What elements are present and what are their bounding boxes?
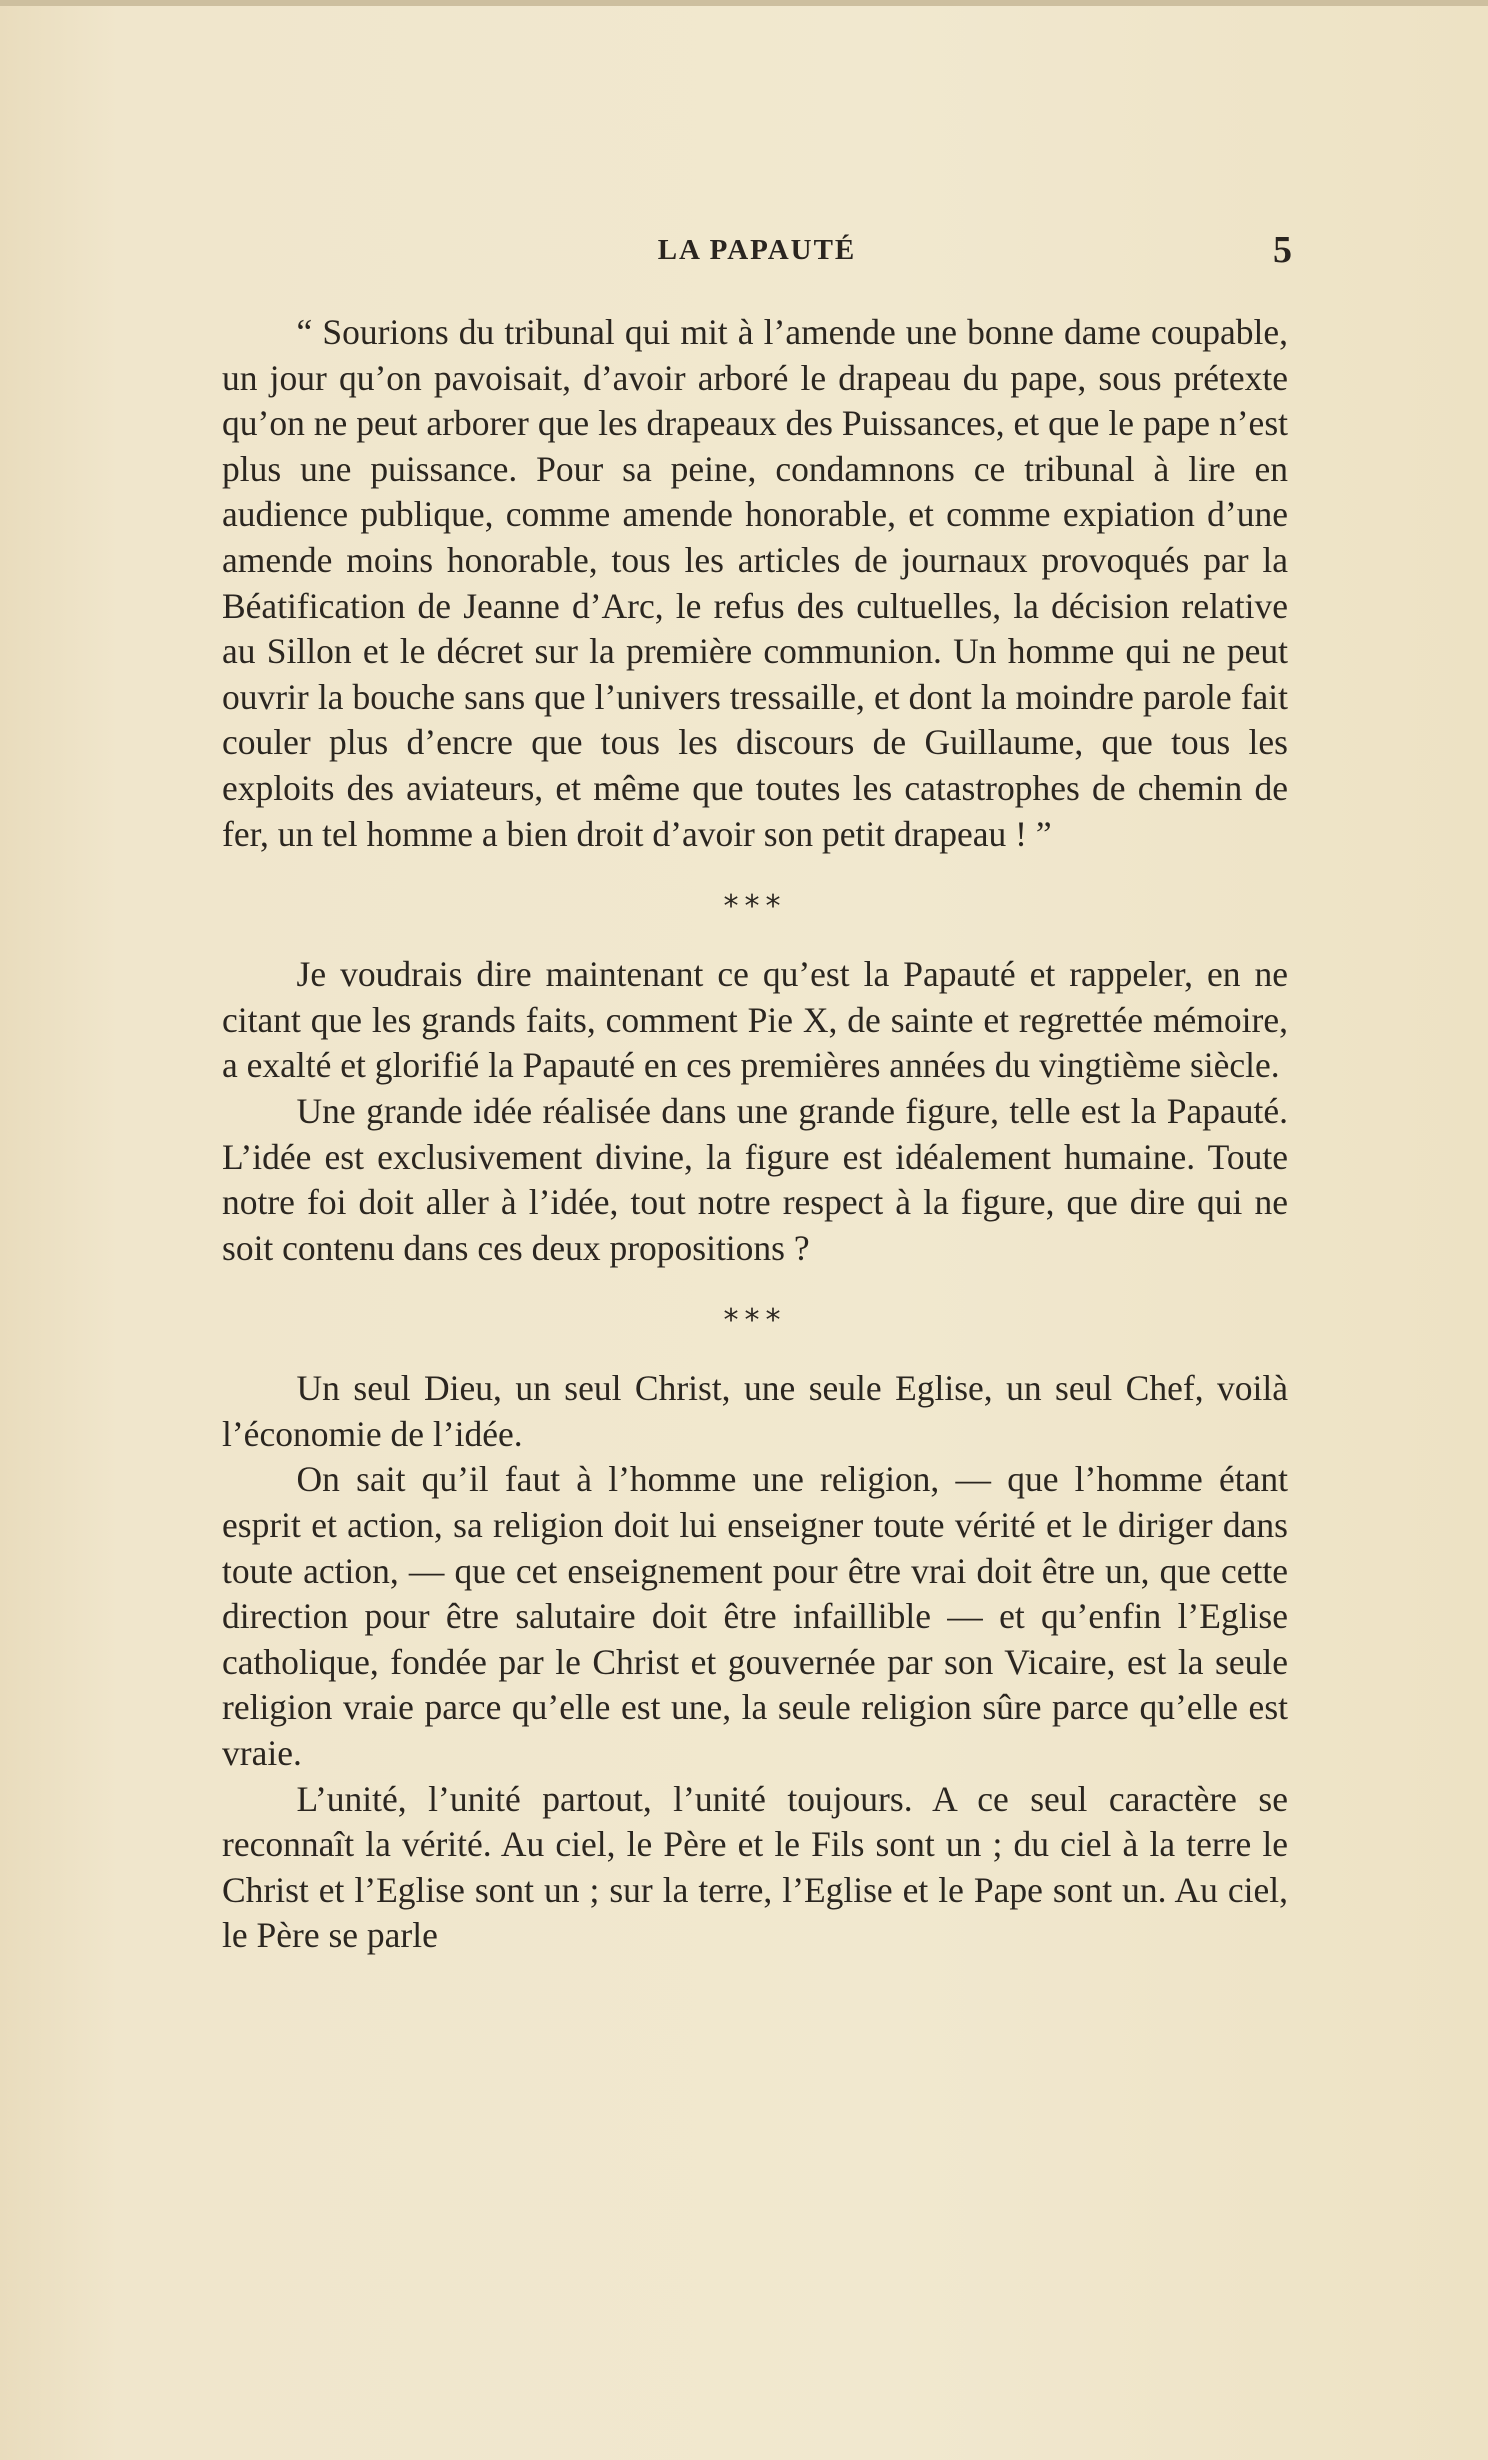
paragraph: Une grande idée réalisée dans une grande figure, telle est la Papauté. L’idée est exclusivement divine, la figure est idéalement humaine. Toute notre foi doit aller à l’idée, tout notre respect à la figure, que dire qui ne soit contenu dans ces deux propositions ?	[222, 1090, 1288, 1268]
paragraph: Un seul Dieu, un seul Christ, une seule Eglise, un seul Chef, voilà l’économie de l’idée.	[222, 1368, 1288, 1454]
paragraph: Je voudrais dire maintenant ce qu’est la Papauté et rappeler, en ne citant que les grands faits, comment Pie X, de sainte et regrettée mémoire, a exalté et glorifié la Papauté en ces premières années du vingtième siècle.	[222, 954, 1288, 1086]
paragraph: On sait qu’il faut à l’homme une religion, — que l’homme étant esprit et action, sa religion doit lui enseigner toute vérité et le diriger dans toute action, — que cet enseignement pour être vrai doit être un, que cette direction pour être salutaire doit être infaillible — et qu’enfin l’Eglise catholique, fondée par le Christ et gouvernée par son Vicaire, est la seule religion vraie parce qu’elle est une, la seule religion sûre parce qu’elle est vraie.	[222, 1459, 1288, 1774]
section-separator-asterism: ***	[723, 889, 787, 925]
page-header	[222, 228, 1292, 288]
paragraph: “ Sourions du tribunal qui mit à l’amende une bonne dame coupable, un jour qu’on pavoisait, d’avoir arboré le drapeau du pape, sous prétexte qu’on ne peut arborer que les drapeaux des Puissances, et que le pape n’est plus une puissance. Pour sa peine, condamnons ce tribunal à lire en audience publique, comme amende honorable, et comme expiation d’une amende moins honorable, tous les articles de journaux provoqués par la Béatification de Jeanne d’Arc, le refus des cultuelles, la décision relative au Sillon et le décret sur la première communion. Un homme qui ne peut ouvrir la bouche sans que l’univers tressaille, et dont la moindre parole fait couler plus d’encre que tous les discours de Guillaume, que tous les exploits des aviateurs, et même que toutes les catastrophes de chemin de fer, un tel homme a bien droit d’avoir son petit drapeau ! ”	[222, 312, 1288, 854]
paragraph: L’unité, l’unité partout, l’unité toujours. A ce seul caractère se reconnaît la vérité. Au ciel, le Père et le Fils sont un ; du ciel à la terre le Christ et l’Eglise sont un ; sur la terre, l’Eglise et le Pape sont un. Au ciel, le Père se parle	[222, 1778, 1288, 1956]
page-number: 5	[1273, 229, 1292, 271]
running-title: LA PAPAUTÉ	[657, 234, 857, 266]
page-top-edge	[0, 0, 1488, 6]
body-text	[222, 310, 1288, 1959]
section-separator-asterism: ***	[723, 1303, 787, 1339]
